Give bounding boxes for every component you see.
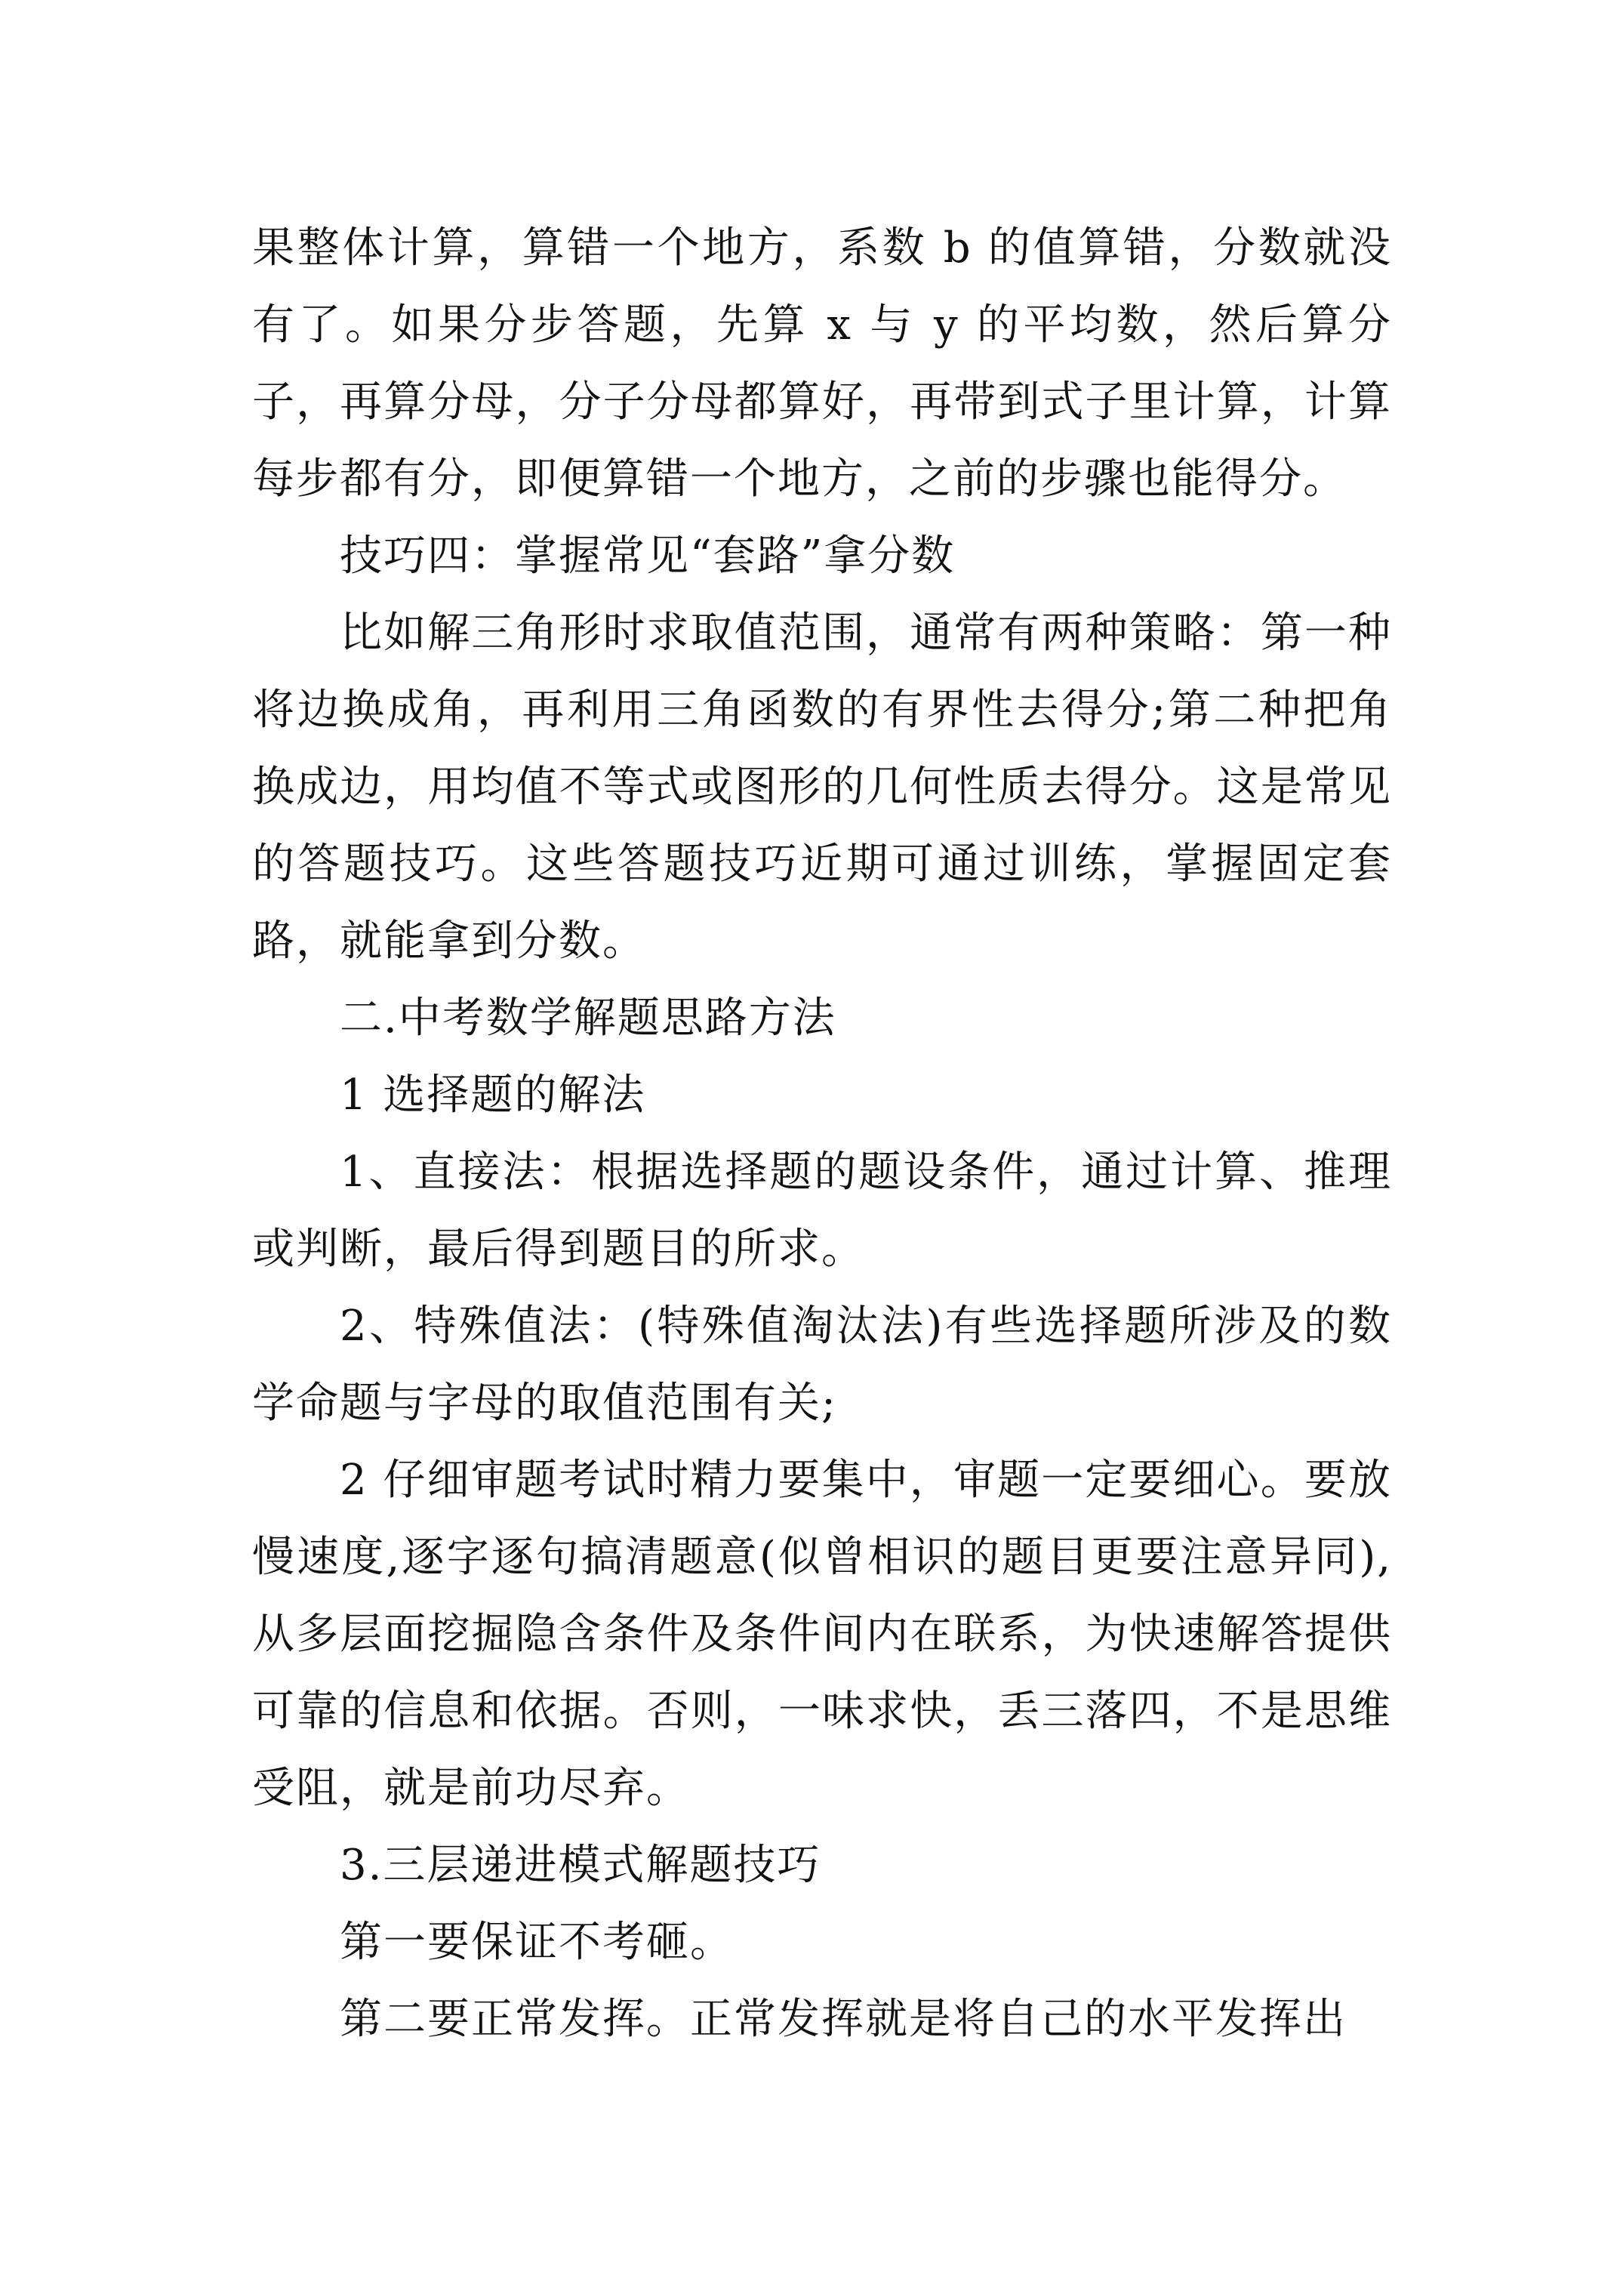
paragraph-tip-four-heading: 技巧四：掌握常见“套路”拿分数: [340, 532, 956, 581]
document-body: [252, 210, 1392, 2058]
subheading-choice-questions: 1 选择题的解法: [340, 1071, 646, 1120]
paragraph-continuation: 果整体计算，算错一个地方，系数 b 的值算错，分数就没有了。如果分步答题，先算 x 与 y 的平均数，然后算分子，再算分母，分子分母都算好，再带到式子里计算，计算每步都有分，即便算错一个地方，之前的步骤也能得分。: [252, 223, 1392, 504]
paragraph-special-value-method: 2、特殊值法：(特殊值淘汰法)有些选择题所涉及的数学命题与字母的取值范围有关;: [252, 1302, 1392, 1428]
paragraph-first-requirement: 第一要保证不考砸。: [340, 1918, 734, 1967]
paragraph-direct-method: 1、直接法：根据选择题的题设条件，通过计算、推理或判断，最后得到题目的所求。: [252, 1148, 1392, 1274]
paragraph-triangle-example: 比如解三角形时求取值范围，通常有两种策略：第一种将边换成角，再利用三角函数的有界性去得分;第二种把角换成边，用均值不等式或图形的几何性质去得分。这是常见的答题技巧。这些答题技巧近期可通过训练，掌握固定套路，就能拿到分数。: [252, 609, 1392, 966]
paragraph-careful-reading: 2 仔细审题考试时精力要集中，审题一定要细心。要放慢速度,逐字逐句搞清题意(似曾相识的题目更要注意异同),从多层面挖掘隐含条件及条件间内在联系，为快速解答提供可靠的信息和依据。否则，一味求快，丢三落四，不是思维受阻，就是前功尽弃。: [252, 1456, 1392, 1813]
subheading-three-level-mode: 3.三层递进模式解题技巧: [340, 1841, 821, 1890]
section-heading-methods: 二.中考数学解题思路方法: [340, 994, 836, 1043]
paragraph-second-requirement: 第二要正常发挥。正常发挥就是将自己的水平发挥出: [340, 1995, 1347, 2044]
